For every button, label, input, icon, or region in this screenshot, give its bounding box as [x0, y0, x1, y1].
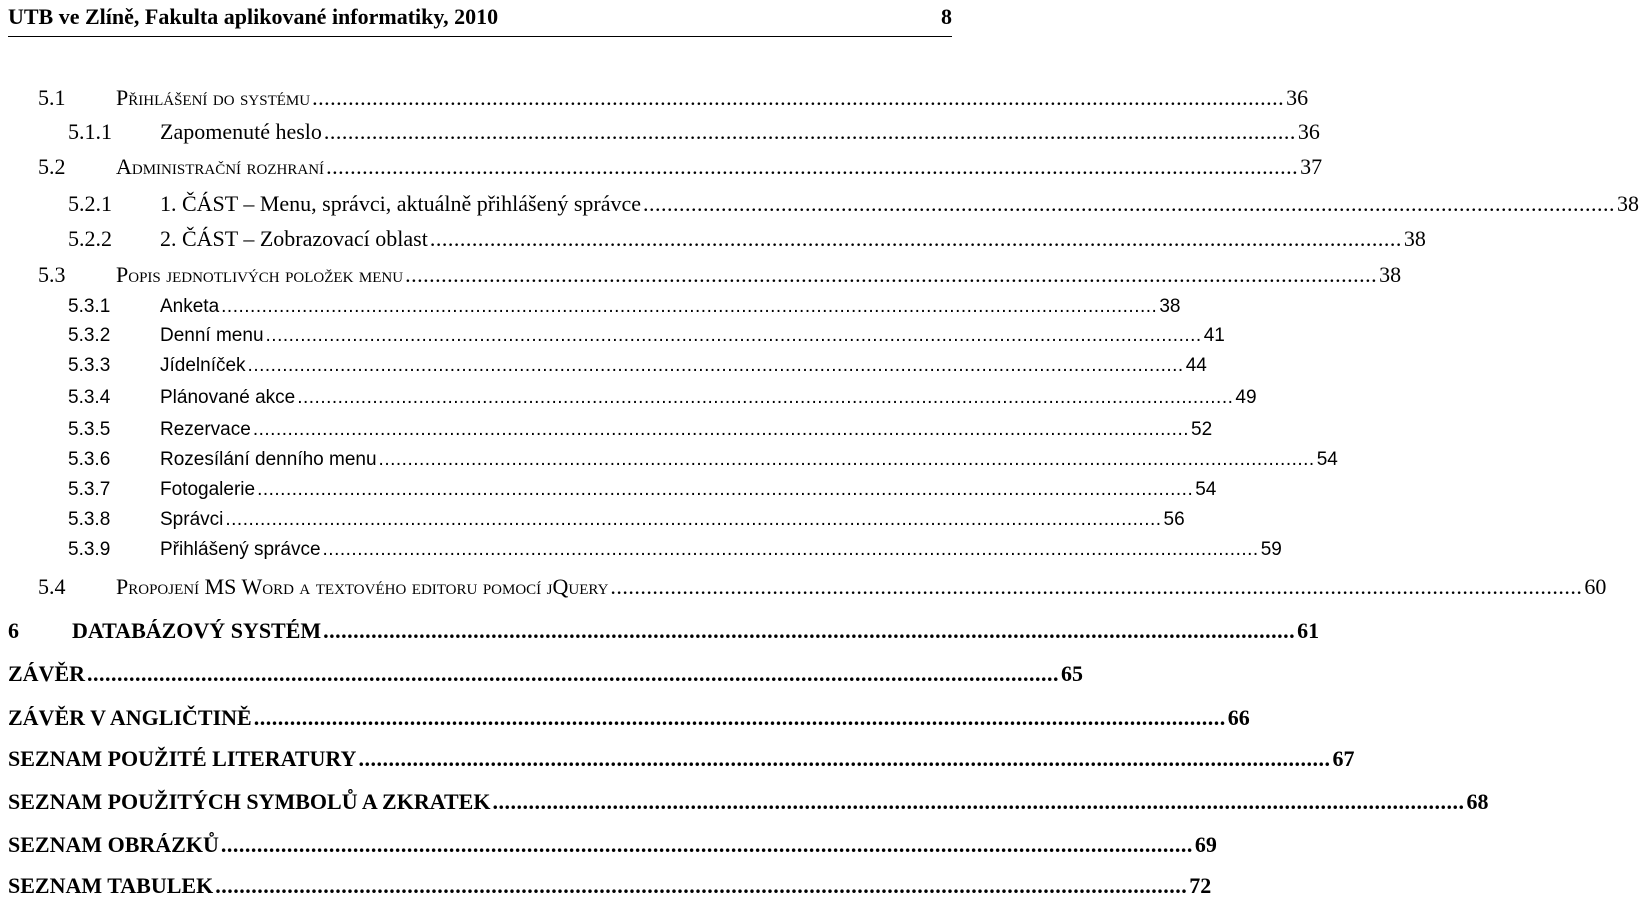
toc-entry-page: 37: [1300, 154, 1323, 179]
toc-entry-title: Rozesílání denního menu: [160, 449, 377, 470]
toc-dot-leader: ..................................................................................................................................................................: [610, 574, 1583, 599]
toc-entry[interactable]: [8, 618, 1320, 644]
toc-entry-title: Rezervace: [160, 419, 251, 440]
toc-entry-title: Fotogalerie: [160, 479, 256, 500]
toc-entry-number: 5.4: [38, 574, 66, 599]
toc-dot-leader: ..................................................................................................................................................................: [326, 154, 1299, 179]
toc-entry-page: 36: [1286, 85, 1309, 110]
toc-entry[interactable]: [68, 449, 1338, 471]
toc-dot-leader: ..................................................................................................................................................................: [323, 119, 1296, 144]
toc-entry-page: 36: [1297, 119, 1320, 144]
toc-entry-number: 5.3.9: [68, 539, 111, 560]
toc-entry-number: 5.3.8: [68, 509, 111, 530]
toc-dot-leader: ..................................................................................................................................................................: [405, 262, 1378, 287]
toc-entry[interactable]: [8, 873, 1212, 899]
toc-entry-number: 5.3.6: [68, 449, 111, 470]
toc-entry[interactable]: [8, 832, 1217, 858]
toc-entry[interactable]: [68, 387, 1257, 409]
toc-entry-number: 5.3.5: [68, 419, 111, 440]
toc-entry-page: 72: [1189, 873, 1212, 898]
toc-entry-title: DATABÁZOVÝ SYSTÉM: [72, 618, 322, 643]
toc-dot-leader: ..................................................................................................................................................................: [87, 661, 1060, 686]
toc-entry-page: 66: [1227, 705, 1250, 730]
toc-dot-leader: ..................................................................................................................................................................: [323, 618, 1296, 643]
toc-entry-title: 1. ČÁST – Menu, správci, aktuálně přihlášený správce: [160, 191, 642, 216]
toc-entry-page: 41: [1203, 325, 1225, 346]
toc-entry-page: 67: [1332, 746, 1355, 771]
toc-entry-number: 5.2: [38, 154, 66, 179]
toc-entry-number: 6: [8, 618, 19, 643]
toc-dot-leader: ..................................................................................................................................................................: [378, 449, 1315, 470]
toc-dot-leader: ..................................................................................................................................................................: [253, 705, 1226, 730]
toc-entry-title: Propojení MS Word a textového editoru pomocí jQuery: [116, 574, 609, 599]
toc-entry-page: 68: [1466, 789, 1489, 814]
toc-dot-leader: ..................................................................................................................................................................: [265, 325, 1202, 346]
toc-entry-title: SEZNAM TABULEK: [8, 873, 214, 898]
toc-entry[interactable]: [38, 154, 1323, 180]
toc-entry-page: 38: [1403, 226, 1426, 251]
toc-entry-title: SEZNAM POUŽITÝCH SYMBOLŮ A ZKRATEK: [8, 789, 491, 814]
toc-entry[interactable]: [68, 119, 1320, 145]
toc-entry-title: Jídelníček: [160, 355, 246, 376]
toc-entry[interactable]: [8, 789, 1489, 815]
toc-entry-page: 65: [1061, 661, 1084, 686]
toc-entry-title: 2. ČÁST – Zobrazovací oblast: [160, 226, 428, 251]
toc-entry-number: 5.1.1: [68, 119, 112, 144]
toc-dot-leader: ..................................................................................................................................................................: [252, 419, 1189, 440]
toc-entry[interactable]: [68, 539, 1282, 561]
toc-entry-number: 5.3.2: [68, 325, 111, 346]
toc-entry[interactable]: [38, 262, 1402, 288]
toc-entry-title: ZÁVĚR V ANGLIČTINĚ: [8, 705, 252, 730]
toc-entry-title: Správci: [160, 509, 224, 530]
toc-entry-number: 5.2.1: [68, 191, 112, 216]
toc-entry-number: 5.3.7: [68, 479, 111, 500]
toc-entry-page: 38: [1159, 296, 1181, 317]
toc-entry-number: 5.3.1: [68, 296, 111, 317]
toc-dot-leader: ..................................................................................................................................................................: [220, 832, 1193, 857]
toc-entry[interactable]: [38, 574, 1607, 600]
toc-dot-leader: ..................................................................................................................................................................: [492, 789, 1465, 814]
toc-dot-leader: ..................................................................................................................................................................: [358, 746, 1331, 771]
toc-dot-leader: ..................................................................................................................................................................: [225, 509, 1162, 530]
toc-entry-title: ZÁVĚR: [8, 661, 86, 686]
toc-entry-page: 38: [1617, 191, 1639, 216]
toc-entry[interactable]: [68, 479, 1217, 501]
toc-dot-leader: ..................................................................................................................................................................: [257, 479, 1194, 500]
toc-entry-title: Administrační rozhraní: [116, 154, 325, 179]
toc-dot-leader: ..................................................................................................................................................................: [297, 387, 1234, 408]
toc-entry-page: 44: [1185, 355, 1207, 376]
toc-entry-title: Popis jednotlivých položek menu: [116, 262, 404, 287]
toc-entry[interactable]: [38, 85, 1309, 111]
toc-entry-title: Anketa: [160, 296, 220, 317]
toc-entry[interactable]: [8, 661, 1084, 687]
toc-entry-title: Přihlášení do systému: [116, 85, 311, 110]
toc-entry-number: 5.3: [38, 262, 66, 287]
toc-entry-title: Denní menu: [160, 325, 264, 346]
toc-entry-number: 5.1: [38, 85, 66, 110]
toc-dot-leader: ..................................................................................................................................................................: [221, 296, 1158, 317]
toc-entry-page: 60: [1584, 574, 1607, 599]
toc-dot-leader: ..................................................................................................................................................................: [215, 873, 1188, 898]
toc-dot-leader: ..................................................................................................................................................................: [429, 226, 1402, 251]
toc-entry[interactable]: [8, 746, 1355, 772]
toc-entry-title: Plánované akce: [160, 387, 296, 408]
toc-dot-leader: ..................................................................................................................................................................: [312, 85, 1285, 110]
toc-entry-page: 54: [1316, 449, 1338, 470]
toc-entry-title: SEZNAM POUŽITÉ LITERATURY: [8, 746, 357, 771]
toc-entry[interactable]: [8, 705, 1250, 731]
toc-entry[interactable]: [68, 296, 1181, 318]
toc-entry-title: SEZNAM OBRÁZKŮ: [8, 832, 219, 857]
toc-entry[interactable]: [68, 325, 1225, 347]
toc-entry[interactable]: [68, 419, 1213, 441]
toc-entry[interactable]: [68, 226, 1426, 252]
toc-dot-leader: ..................................................................................................................................................................: [643, 191, 1616, 216]
header-title: UTB ve Zlíně, Fakulta aplikované informatiky, 2010: [8, 4, 499, 29]
toc-entry-page: 38: [1379, 262, 1402, 287]
toc-entry-title: Přihlášený správce: [160, 539, 321, 560]
header-page-number: 8: [941, 4, 952, 29]
toc-entry-page: 59: [1260, 539, 1282, 560]
toc-entry-page: 52: [1191, 419, 1213, 440]
toc-dot-leader: ..................................................................................................................................................................: [247, 355, 1184, 376]
toc-entry-number: 5.2.2: [68, 226, 112, 251]
toc-entry-page: 54: [1195, 479, 1217, 500]
toc-entry[interactable]: [68, 355, 1207, 377]
toc-entry-title: Zapomenuté heslo: [160, 119, 322, 144]
toc-dot-leader: ..................................................................................................................................................................: [322, 539, 1259, 560]
toc-entry-page: 56: [1163, 509, 1185, 530]
toc-entry-page: 69: [1194, 832, 1217, 857]
toc-entry[interactable]: [68, 191, 1639, 217]
toc-entry-page: 49: [1235, 387, 1257, 408]
toc-entry-number: 5.3.3: [68, 355, 111, 376]
toc-entry[interactable]: [68, 509, 1185, 531]
toc-entry-page: 61: [1297, 618, 1320, 643]
toc-entry-number: 5.3.4: [68, 387, 111, 408]
